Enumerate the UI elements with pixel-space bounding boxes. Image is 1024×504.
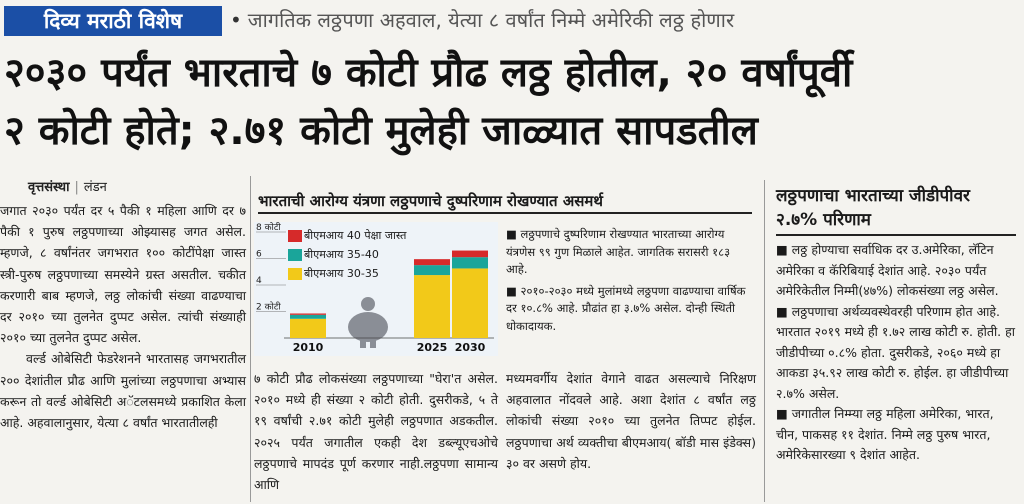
bar-segment <box>452 268 488 338</box>
y-tick-label: 4 <box>256 276 262 286</box>
legend-item <box>288 247 379 263</box>
column-divider <box>764 180 765 502</box>
bar-segment <box>414 275 450 338</box>
byline-agency: वृत्तसंस्था <box>28 180 70 195</box>
headline-line-1: २०३० पर्यंत भारताचे ७ कोटी प्रौढ लठ्ठ होतील, २० वर्षांपूर्वी <box>4 50 853 96</box>
legend-swatch <box>288 249 302 261</box>
kicker-text: जागतिक लठ्ठपणा अहवाल, येत्या ८ वर्षांत निम्मे अमेरिकी लठ्ठ होणार <box>247 8 735 32</box>
legend-label: बीएमआय 35-40 <box>304 248 379 261</box>
sidebar-body <box>776 240 1018 466</box>
x-tick-label: 2030 <box>454 341 486 354</box>
legend-swatch <box>288 268 302 280</box>
article-column-3 <box>506 368 756 474</box>
bar-segment <box>290 315 326 319</box>
article-paragraph: वर्ल्ड ओबेसिटी फेडरेशनने भारतासह जगभरातील २०० देशांतील प्रौढ आणि मुलांच्या लठ्ठपणाचा अभ्यास करून तो वर्ल्ड ओबेसिटी अॅटलसमध्ये प्रकाशित केला आहे. अहवालानुसार, येत्या ८ वर्षांत भारतातीलही <box>0 351 246 431</box>
bar-segment <box>414 265 450 275</box>
legend-item <box>288 228 406 244</box>
infobox-title: भारताची आरोग्य यंत्रणा लठ्ठपणाचे दुष्परिणाम रोखण्यात असमर्थ <box>258 190 752 214</box>
sidebar-bullet: ■ लठ्ठ होण्याचा सर्वाधिक दर उ.अमेरिका, लॅटिन अमेरिका व कॅरिबियाई देशांत आहे. २०३० पर्यंत अमेरिकेतील निम्मी(४७%) लोकसंख्या लठ्ठ असेल. <box>776 242 999 298</box>
sidebar-rule <box>776 234 1016 236</box>
infobox-bullet: ■ लठ्ठपणाचे दुष्परिणाम रोखण्यात भारताच्या आरोग्य यंत्रणेस ९९ गुण मिळाले आहेत. जागतिक सरासरी १८३ आहे. <box>506 227 731 276</box>
kicker-line <box>230 5 734 35</box>
article-paragraph: मध्यमवर्गीय देशांत वेगाने वाढत असल्याचे निरिक्षण अहवालात नोंदवले आहे. अशा देशांत ८ वर्षांत लठ्ठ लोकांची संख्या २०१० च्या तुलनेत तिप्पट होईल. लठ्ठपणाचा अर्थ व्यक्तीचा बीएमआय( बॉडी मास इंडेक्स) ३० वर असणे होय. <box>506 371 756 471</box>
column-divider <box>250 176 251 502</box>
y-tick-label: 2 कोटी <box>256 302 281 313</box>
brand-label: दिव्य मराठी विशेष <box>4 6 222 36</box>
x-tick-label: 2025 <box>416 341 448 354</box>
x-tick-label: 2010 <box>292 341 324 354</box>
infobox-bullet: ■ २०१०-२०३० मध्ये मुलांमध्ये लठ्ठपणा वाढण्याचा वार्षिक दर १०.८% आहे. प्रौढांत हा ३.७% असेल. दोन्ही स्थिती धोकादायक. <box>506 283 746 333</box>
y-tick-label: 6 <box>256 249 262 260</box>
legend-swatch <box>288 230 302 242</box>
bar-segment <box>290 319 326 338</box>
legend-label: बीएमआय 40 पेक्षा जास्त <box>304 229 407 242</box>
sidebar-bullet: ■ जगातील निम्म्या लठ्ठ महिला अमेरिका, भारत, चीन, पाकसह ११ देशांत. निम्मे लठ्ठ पुरुष भारत, अमेरिकेसारख्या ९ देशांत आहेत. <box>776 406 994 462</box>
article-paragraph: ७ कोटी प्रौढ लोकसंख्या लठ्ठपणाच्या "घेरा'त असेल. २०१० मध्ये ही संख्या २ कोटी होती. दुसरीकडे, ५ ते १९ वर्षांची २.७१ कोटी मुलेही लठ्ठपणात अडकतील. २०२५ पर्यंत जगातील एकही देश डब्ल्यूएचओचे लठ्ठपणाचे मापदंड पूर्ण करणार नाही.लठ्ठपणा सामान्य आणि <box>254 371 498 493</box>
legend-item <box>288 266 379 282</box>
byline <box>28 177 107 195</box>
byline-separator: | <box>74 180 79 195</box>
bar-segment <box>452 251 488 258</box>
article-paragraph: जगात २०३० पर्यंत दर ५ पैकी १ महिला आणि दर ७ पैकी १ पुरुष लठ्ठपणाच्या ओझ्यासह जगत असेल. म्हणजे, ८ वर्षांनंतर जगभरात १०० कोटींपेक्षा जास्त स्त्री-पुरुष लठ्ठपणाच्या समस्येने ग्रस्त असतील. चकीत करणारी बाब म्हणजे, लठ्ठ लोकांची संख्या वाढण्याचा दर २०१० च्या तुलनेत दुप्पट असेल. त्यांची संख्याही २०१० च्या तुलनेत दुप्पट असेल. <box>0 203 246 346</box>
bar-segment <box>452 257 488 268</box>
byline-place: लंडन <box>83 180 107 195</box>
sidebar-bullet: ■ लठ्ठपणाचा अर्थव्यवस्थेवरही परिणाम होत आहे. भारतात २०१९ मध्ये ही १.७२ लाख कोटी रु. होती. हा जीडीपीच्या ०.८% होता. दुसरीकडे, २०६० मध्ये हा आकडा ३५.९२ लाख कोटी रु. होईल. हा जीडीपीच्या २.७% असेल. <box>776 303 1016 401</box>
y-tick-label: 8 कोटी <box>256 223 281 233</box>
sidebar-title: लठ्ठपणाचा भारताच्या जीडीपीवर २.७% परिणाम <box>776 186 970 230</box>
bar-segment <box>290 313 326 314</box>
bullet-dot-icon: • <box>230 8 242 32</box>
headline-line-2: २ कोटी होते; २.७१ कोटी मुलेही जाळ्यात सापडतील <box>4 108 758 154</box>
legend-label: बीएमआय 30-35 <box>304 267 379 280</box>
bar-segment <box>414 259 450 265</box>
article-column-1 <box>0 200 246 433</box>
infobox-bullets <box>506 226 746 335</box>
masthead-bar <box>0 0 1024 42</box>
article-column-2 <box>254 368 498 495</box>
